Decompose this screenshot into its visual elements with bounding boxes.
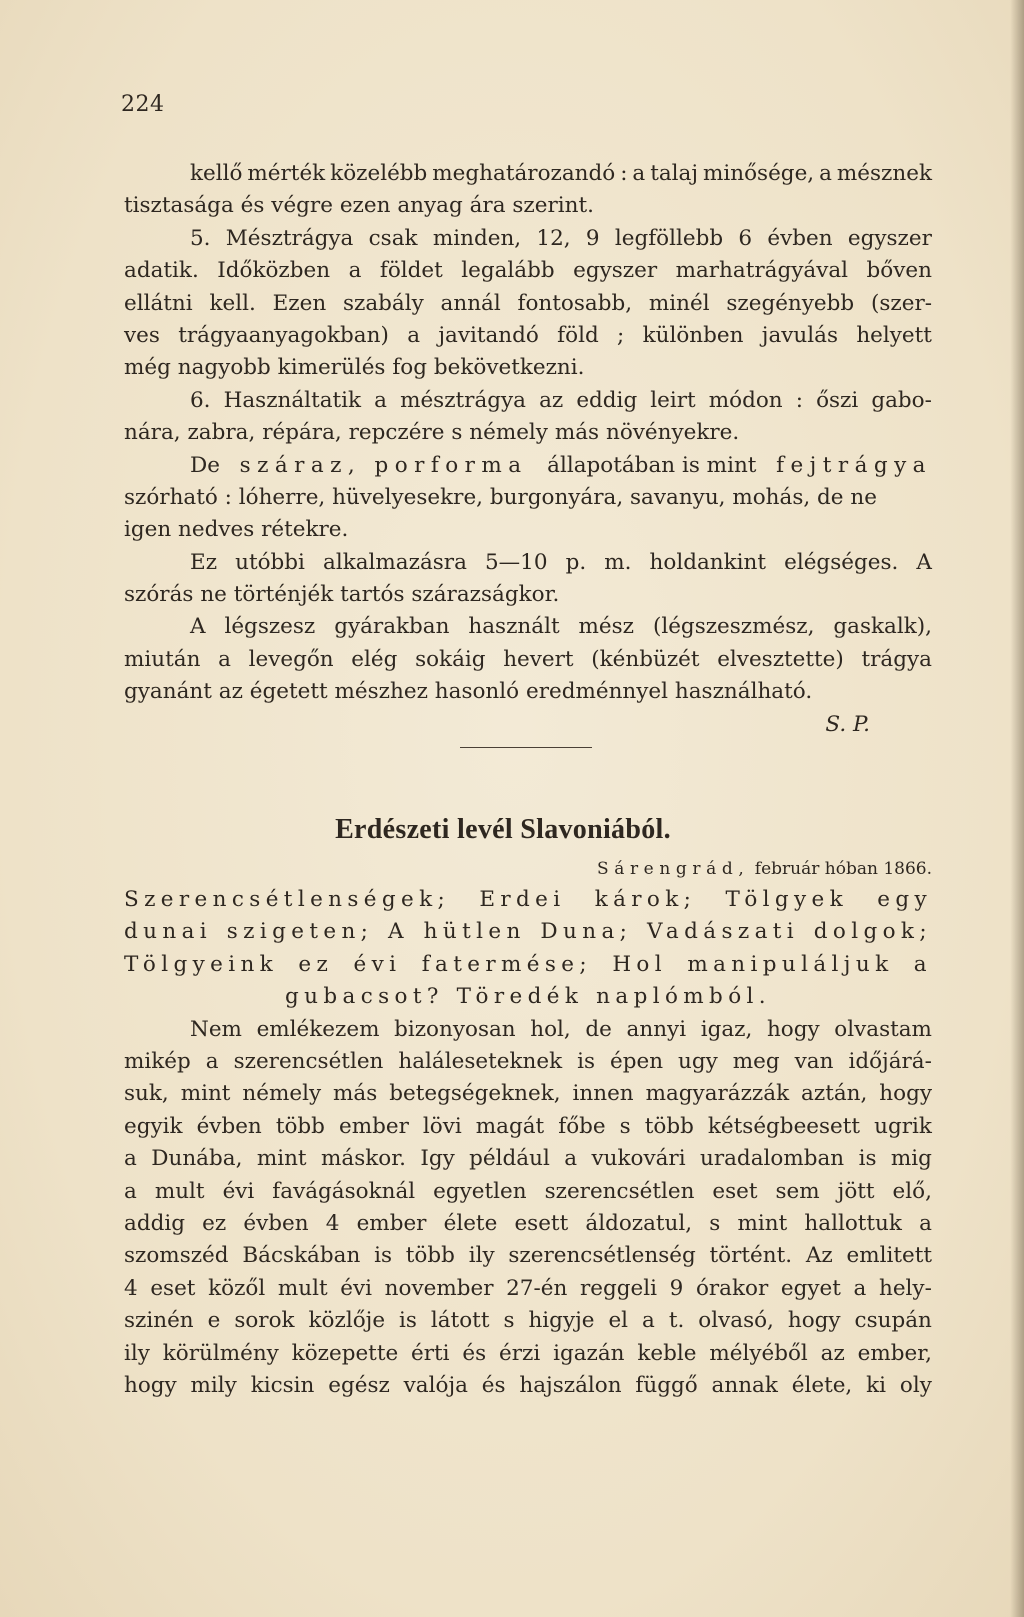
text-line: Ez utóbbi alkalmazásra 5—10 p. m. holdankint elégséges. A	[190, 549, 932, 575]
text-line: egyik évben több ember lövi magát főbe s több kétségbeesett ugrik	[124, 1113, 932, 1139]
paragraph	[124, 611, 932, 708]
paragraph	[124, 385, 932, 450]
text-line: tisztasága és végre ezen anyag ára szerint.	[124, 193, 594, 219]
article-title: Erdészeti levél Slavoniából.	[335, 814, 671, 846]
top-paragraphs	[124, 158, 932, 450]
text-line	[124, 514, 932, 546]
article-body	[124, 1014, 932, 1403]
text-line: hogy mily kicsin egész valója és hajszálon függő annak élete, ki oly	[124, 1372, 932, 1398]
text-line: A légszesz gyárakban használt mész (légszeszmész, gaskalk),	[190, 614, 932, 640]
text-line: ily körülmény közepette érti és érzi igazán keble mélyéből az ember,	[124, 1340, 932, 1366]
text-line: szinén e sorok közlője is látott s higyje el a t. olvasó, hogy csupán	[124, 1308, 932, 1334]
text-line: nára, zabra, répára, repczére s némely más növényekre.	[124, 420, 740, 446]
text-line: mikép a szerencsétlen haláleseteknek is épen ugy meg van időjárá-	[124, 1048, 932, 1074]
author-signature: S. P.	[825, 711, 870, 737]
line-text: igen nedves rétekre.	[124, 517, 349, 543]
spaced-word: fejtrágya	[776, 452, 932, 478]
text-line: adatik. Időközben a földet legalább egyszer marhatrágyával bőven	[124, 258, 932, 284]
text-line: kellő mérték közelébb meghatározandó : a talaj minősége, a mésznek	[190, 161, 932, 186]
section-divider	[460, 747, 592, 748]
paragraph	[124, 547, 932, 612]
article-topics	[124, 884, 932, 1014]
text-line: ves trágyaanyagokban) a javitandó föld ; különben javulás helyett	[124, 322, 932, 348]
text-line	[124, 482, 932, 514]
text-line: még nagyobb kimerülés fog bekövetkezni.	[124, 355, 585, 381]
text-line: a mult évi favágásoknál egyetlen szerencsétlen eset sem jött elő,	[124, 1178, 932, 1204]
dateline-place: Sárengrád,	[596, 859, 750, 880]
text-line: ellátni kell. Ezen szabály annál fontosabb, minél szegényebb (szer-	[124, 290, 932, 316]
line-text: szórható : lóherre, hüvelyesekre, burgonyára, savanyu, mohás, de ne	[124, 484, 877, 510]
text-line: 6. Használtatik a mésztrágya az eddig leirt módon : őszi gabo-	[190, 387, 932, 413]
text-line: Szerencsétlenségek; Erdei károk; Tölgyek egy	[124, 887, 932, 913]
paragraph	[124, 158, 932, 223]
text-line: dunai szigeten; A hütlen Duna; Vadászati dolgok;	[124, 919, 932, 945]
text-line: a Dunába, mint máskor. Igy például a vukovári uradalomban is mig	[124, 1146, 932, 1172]
text-line: Tölgyeink ez évi fatermése; Hol manipuláljuk a	[124, 951, 932, 977]
dateline	[124, 854, 932, 884]
text-line: szórás ne történjék tartós szárazságkor.	[124, 582, 560, 608]
phrase: állapotában is mint	[547, 452, 757, 478]
page-body	[124, 158, 932, 1402]
text-line: suk, mint némely más betegségeknek, innen magyarázzák aztán, hogy	[124, 1081, 932, 1107]
text-line: gubacsot? Töredék naplómból.	[285, 984, 771, 1010]
mid-paragraphs	[124, 547, 932, 709]
paragraph-fejtragya	[124, 450, 932, 547]
text-line: 5. Mésztrágya csak minden, 12, 9 legföllebb 6 évben egyszer	[190, 225, 932, 251]
text-line	[124, 450, 932, 482]
page-number: 224	[121, 92, 165, 117]
spaced-phrase: száraz, porforma	[239, 452, 528, 478]
text-line: szomszéd Bácskában is több ily szerencsétlenség történt. Az emlitett	[124, 1243, 932, 1269]
dateline-date: február hóban 1866.	[754, 859, 932, 880]
word: De	[190, 452, 220, 478]
text-line: miután a levegőn elég sokáig hevert (kénbüzét elvesztette) trágya	[124, 646, 932, 672]
text-line: gyanánt az égetett mészhez hasonló eredménnyel használható.	[124, 679, 813, 705]
text-line: addig ez évben 4 ember élete esett áldozatul, s mint hallottuk a	[124, 1210, 932, 1236]
text-line: Nem emlékezem bizonyosan hol, de annyi igaz, hogy olvastam	[190, 1016, 932, 1042]
paragraph	[124, 223, 932, 385]
text-line: 4 eset közől mult évi november 27-én reggeli 9 órakor egyet a hely-	[124, 1275, 932, 1301]
